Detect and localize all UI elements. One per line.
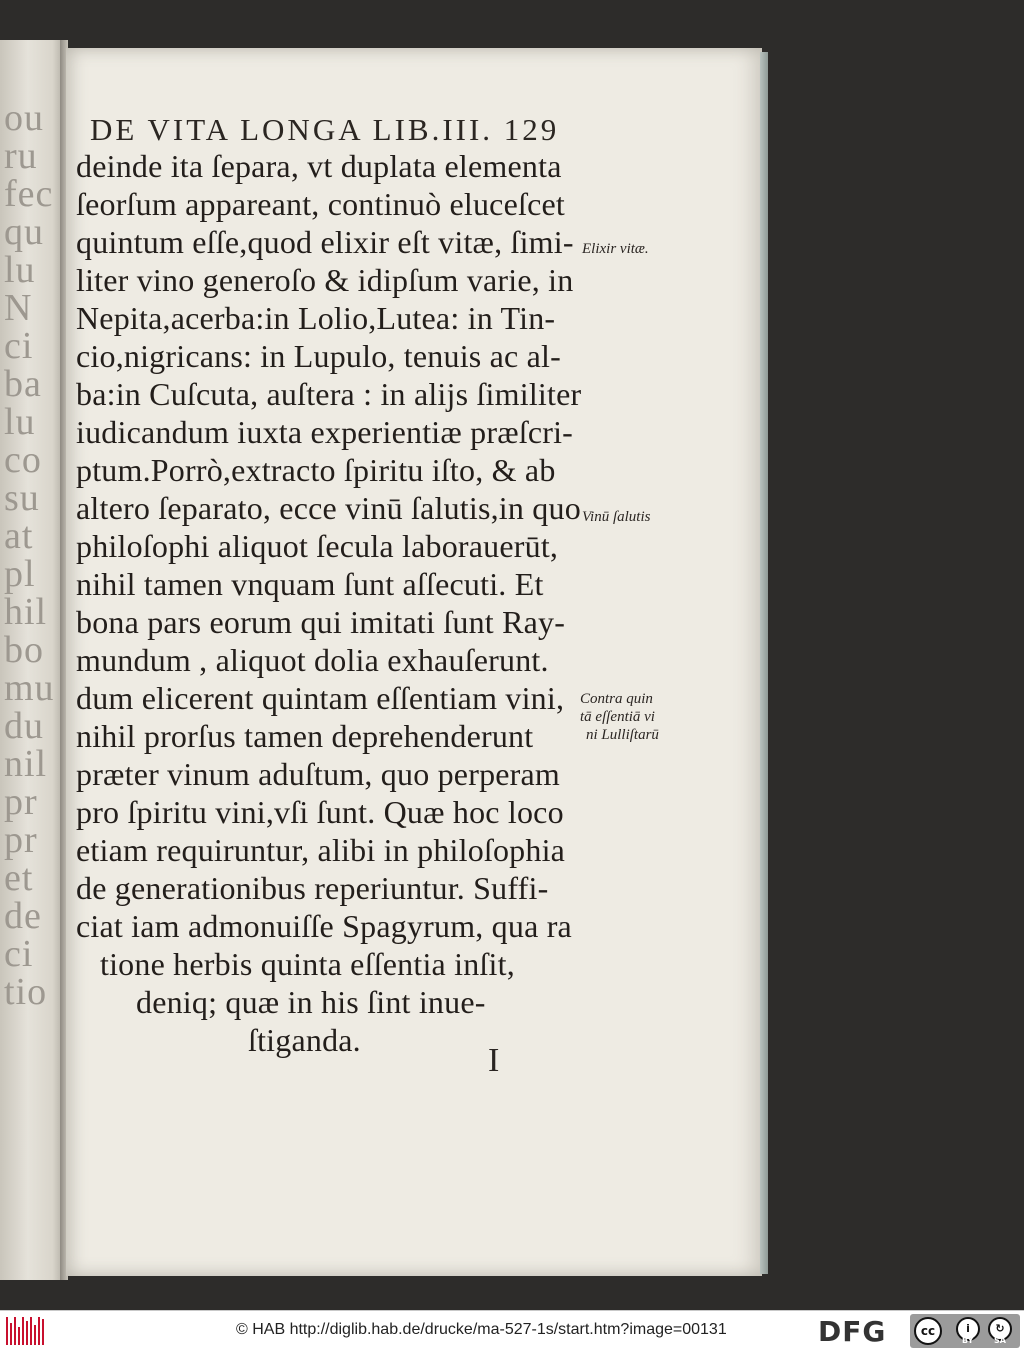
text-line: liter vino generoſo & idipſum varie, in bbox=[76, 262, 574, 298]
hab-logo-icon bbox=[6, 1317, 46, 1345]
text-line: nihil prorſus tamen deprehenderunt bbox=[76, 718, 534, 754]
previous-page-fragment: su bbox=[4, 477, 40, 519]
previous-page-fragment: at bbox=[4, 515, 34, 557]
previous-page-fragment: co bbox=[4, 439, 42, 481]
text-line: philoſophi aliquot ſecula laborauerūt, bbox=[76, 528, 559, 564]
previous-page-fragment: ci bbox=[4, 933, 34, 975]
margin-note: Vinū ſalutis bbox=[582, 509, 651, 525]
text-line: ſeorſum appareant, continuò eluceſcet bbox=[76, 186, 565, 222]
margin-note: tā eſſentiā vi bbox=[580, 709, 655, 725]
previous-page-fragment: qu bbox=[4, 211, 44, 253]
previous-page-fragment: ou bbox=[4, 97, 44, 139]
previous-page-fragment: de bbox=[4, 895, 42, 937]
previous-page-fragment: tio bbox=[4, 971, 48, 1013]
dfg-logo: DFG bbox=[818, 1315, 887, 1348]
previous-page-fragment: pl bbox=[4, 553, 36, 595]
text-line: de generationibus reperiuntur. Suffi- bbox=[76, 870, 549, 906]
text-line: bona pars eorum qui imitati ſunt Ray- bbox=[76, 604, 566, 640]
previous-page-fragment: du bbox=[4, 705, 44, 747]
text-line: mundum , aliquot dolia exhauſerunt. bbox=[76, 642, 549, 678]
text-line: iudicandum iuxta experientiæ præſcri- bbox=[76, 414, 574, 450]
text-line: præter vinum aduſtum, quo perperam bbox=[76, 756, 561, 792]
previous-page-fragment: fec bbox=[4, 173, 54, 215]
text-line: ſtiganda. bbox=[248, 1022, 361, 1058]
text-line: etiam requiruntur, alibi in philoſophia bbox=[76, 832, 566, 868]
running-header: DE VITA LONGA LIB.III. 129 bbox=[90, 112, 560, 147]
previous-page-fragment: ba bbox=[4, 363, 42, 405]
previous-page-fragment: pr bbox=[4, 819, 38, 861]
previous-page-fragment: ru bbox=[4, 135, 38, 177]
margin-note: ni Lulliſtarū bbox=[586, 727, 659, 743]
signature-mark: I bbox=[488, 1042, 500, 1079]
text-line: pro ſpiritu vini,vſi ſunt. Quæ hoc loco bbox=[76, 794, 564, 830]
footer-bar bbox=[0, 1310, 1024, 1351]
previous-page-edge bbox=[0, 40, 62, 1280]
previous-page-fragment: hil bbox=[4, 591, 48, 633]
text-line: ba:in Cuſcuta, auſtera : in alijs ſimiliter bbox=[76, 376, 582, 412]
margin-note: Contra quin bbox=[580, 691, 653, 707]
previous-page-fragment: nil bbox=[4, 743, 48, 785]
page-edge bbox=[760, 52, 768, 1274]
previous-page-fragment: ci bbox=[4, 325, 34, 367]
cc-icon: cc bbox=[914, 1317, 942, 1345]
text-line: nihil tamen vnquam ſunt aſſecuti. Et bbox=[76, 566, 544, 602]
license-sa-label: SA bbox=[994, 1336, 1006, 1345]
previous-page-fragment: et bbox=[4, 857, 34, 899]
previous-page-fragment: lu bbox=[4, 249, 36, 291]
text-line: Nepita,acerba:in Lolio,Lutea: in Tin- bbox=[76, 300, 556, 336]
text-line: cio,nigricans: in Lupulo, tenuis ac al- bbox=[76, 338, 562, 374]
previous-page-fragment: bo bbox=[4, 629, 44, 671]
margin-note: Elixir vitæ. bbox=[582, 241, 649, 257]
text-line: deinde ita ſepara, vt duplata elementa bbox=[76, 148, 562, 184]
text-line: quintum eſſe,quod elixir eſt vitæ, ſimi- bbox=[76, 224, 574, 260]
previous-page-fragment: lu bbox=[4, 401, 36, 443]
previous-page-fragment: mu bbox=[4, 667, 55, 709]
attribution-icon: i bbox=[956, 1317, 980, 1341]
previous-page-fragment: N bbox=[4, 287, 33, 329]
text-line: ciat iam admonuiſſe Spagyrum, qua ra bbox=[76, 908, 572, 944]
copyright-link[interactable]: © HAB http://diglib.hab.de/drucke/ma-527-1s/start.htm?image=00131 bbox=[236, 1321, 727, 1338]
cc-license-badge[interactable] bbox=[910, 1314, 1020, 1348]
share-alike-icon: ↻ bbox=[988, 1317, 1012, 1341]
text-line: deniq; quæ in his ſint inue- bbox=[136, 984, 486, 1020]
previous-page-fragment: pr bbox=[4, 781, 38, 823]
text-line: tione herbis quinta eſſentia inſit, bbox=[100, 946, 515, 982]
license-by-label: BY bbox=[962, 1336, 974, 1345]
text-line: altero ſeparato, ecce vinū ſalutis,in quo bbox=[76, 490, 581, 526]
text-line: dum elicerent quintam eſſentiam vini, bbox=[76, 680, 565, 716]
text-line: ptum.Porrò,extracto ſpiritu iſto, & ab bbox=[76, 452, 556, 488]
